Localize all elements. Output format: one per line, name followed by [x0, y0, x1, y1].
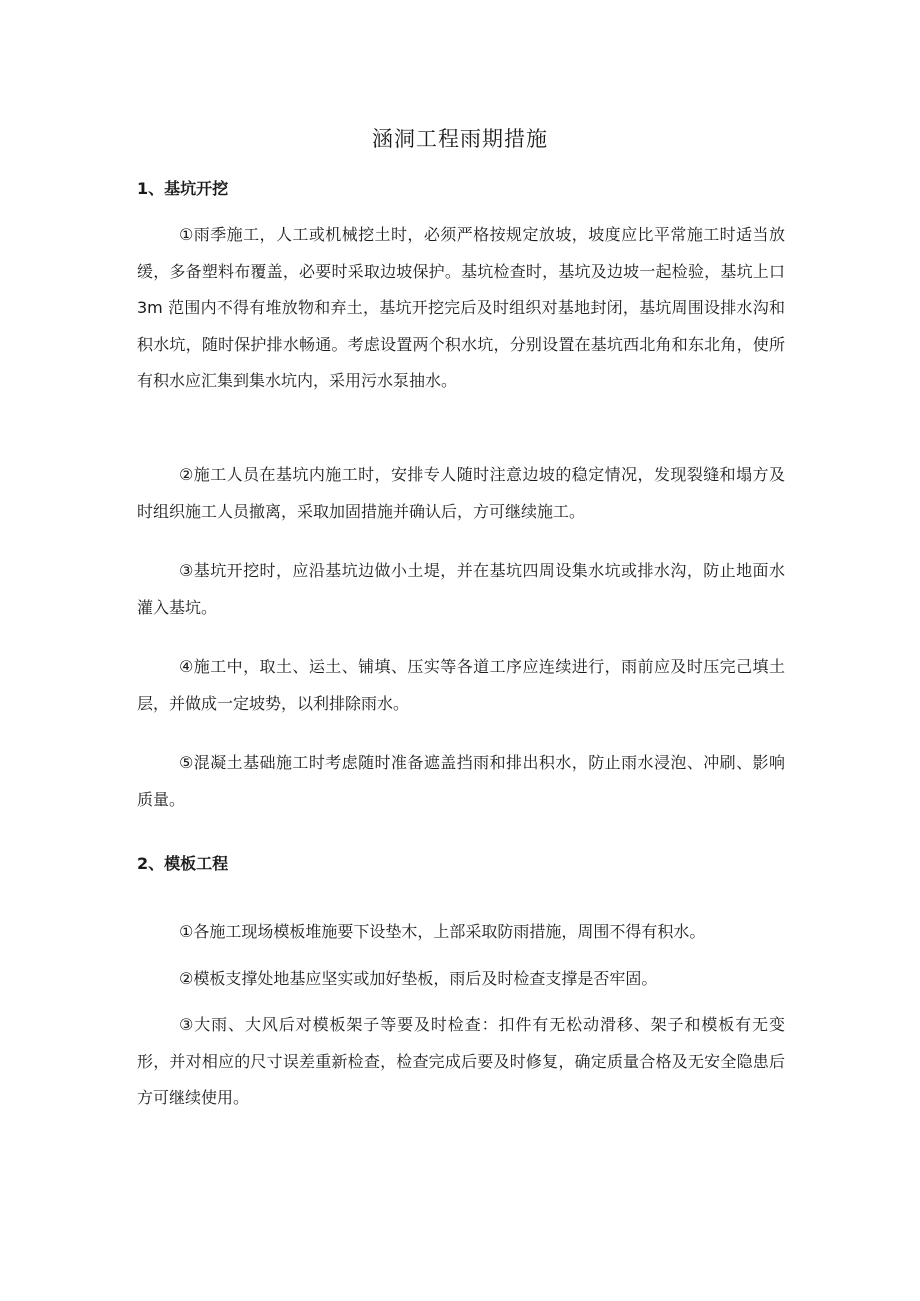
paragraph-excavation-2: ②施工人员在基坑内施工时，安排专人随时注意边坡的稳定情况，发现裂缝和塌方及时组织施工人员撤离，采取加固措施并确认后，方可继续施工。: [137, 465, 785, 521]
paragraph-formwork-3: ③大雨、大风后对模板架子等要及时检查：扣件有无松动滑移、架子和模板有无变形，并对相应的尺寸误差重新检查，检查完成后要及时修复，确定质量合格及无安全隐患后方可继续使用。: [137, 1015, 785, 1107]
section-heading-formwork: 2、模板工程: [137, 854, 229, 873]
section-heading-excavation: 1、基坑开挖: [137, 179, 229, 198]
paragraph-formwork-2: ②模板支撑处地基应坚实或加好垫板，雨后及时检查支撑是否牢固。: [179, 969, 658, 988]
paragraph-excavation-3: ③基坑开挖时，应沿基坑边做小土堤，并在基坑四周设集水坑或排水沟，防止地面水灌入基坑。: [137, 561, 785, 617]
paragraph-excavation-1: ①雨季施工，人工或机械挖土时，必须严格按规定放坡，坡度应比平常施工时适当放缓，多备塑料布覆盖，必要时采取边坡保护。基坑检查时，基坑及边坡一起检验，基坑上口 3m 范围内不得有堆放物和弃土，基坑开挖完后及时组织对基地封闭，基坑周围设排水沟和积水坑，随时保护排水畅通。考虑设置两个积水坑，分别设置在基坑西北角和东北角，使所有积水应汇集到集水坑内，采用污水泵抽水。: [137, 225, 785, 390]
paragraph-excavation-4: ④施工中，取土、运土、铺填、压实等各道工序应连续进行，雨前应及时压完己填土层，并做成一定坡势，以利排除雨水。: [137, 657, 785, 713]
paragraph-excavation-5: ⑤混凝土基础施工时考虑随时准备遮盖挡雨和排出积水，防止雨水浸泡、冲刷、影响质量。: [137, 753, 785, 809]
document-title: 涵洞工程雨期措施: [372, 127, 548, 151]
paragraph-formwork-1: ①各施工现场模板堆施要下设垫木，上部采取防雨措施，周围不得有积水。: [179, 922, 706, 941]
